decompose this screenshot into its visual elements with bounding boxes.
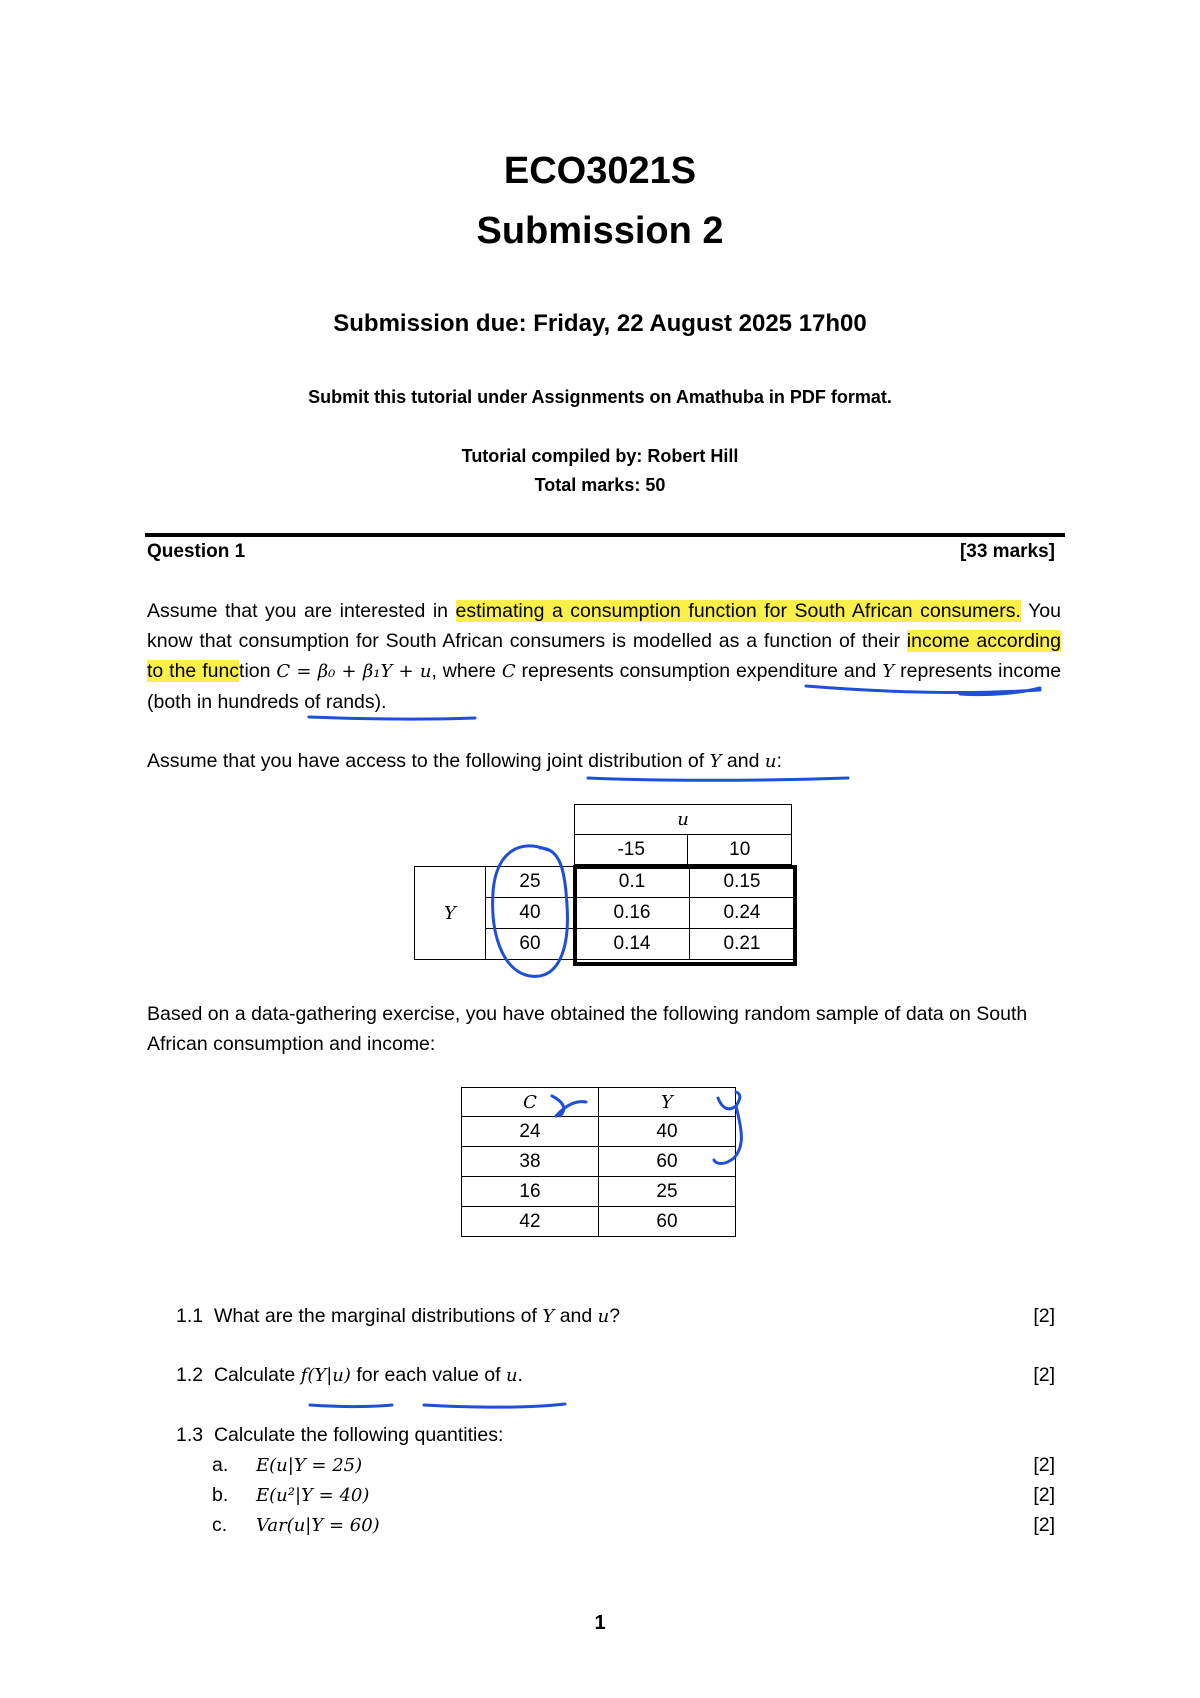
probability-block-border [573,865,797,966]
joint-distribution-intro: Assume that you have access to the following joint distribution of Y and u: [147,750,782,772]
question-1-intro: Assume that you are interested in estimating a consumption function for South African consumers. You know that consumption for South African consumers is modelled as a function of their income according to the function C = β₀ + β₁Y + u, where C represents consumption expenditure and Y represents income (both in hundreds of rands). [147,600,1062,713]
submission-instructions: Submit this tutorial under Assignments on Amathuba in PDF format. [308,387,892,407]
section-divider [145,533,1065,537]
marks-1-1: [2] [1033,1305,1055,1327]
sample-cell: 16 [462,1177,599,1207]
underline-joint-distribution [588,778,848,780]
subquestion-1-3-item: a. E(u|Y = 25) [212,1454,363,1476]
subquestion-1-3-item: b. E(u²|Y = 40) [212,1484,370,1506]
sample-cell: 24 [462,1117,599,1147]
compiled-by: Tutorial compiled by: Robert Hill [461,446,739,466]
prob-cell: 0.1 [575,867,690,898]
course-code: ECO3021S [503,150,697,192]
u-label: u [575,805,792,835]
prob-cell: 0.16 [575,898,690,929]
highlight-income-function: income according to the func [147,630,1061,682]
sample-cell: 60 [599,1207,736,1237]
subquestion-1-1: 1.1 What are the marginal distributions of Y and u? [176,1305,621,1327]
submission-title: Submission 2 [476,210,724,252]
due-label: Submission due: [333,310,527,337]
y-value: 25 [486,867,575,898]
underline-each-value [424,1404,565,1407]
marks-1-2: [2] [1033,1364,1055,1386]
marks-1-3-c: [2] [1033,1514,1055,1536]
u-value: 10 [688,835,792,865]
question-1-label: Question 1 [147,541,246,562]
prob-cell: 0.21 [690,929,795,960]
y-label: Y [415,867,486,960]
sample-data-table [461,1087,736,1237]
due-line [0,310,1200,338]
total-marks: Total marks: 50 [534,475,666,495]
prob-cell: 0.24 [690,898,795,929]
sample-cell: 42 [462,1207,599,1237]
sample-intro: Based on a data-gathering exercise, you have obtained the following random sample of data on South African consumption and income: [147,1003,1028,1055]
sample-cell: 38 [462,1147,599,1177]
due-date: Friday, 22 August 2025 17h00 [533,310,867,337]
sample-header: Y [599,1088,736,1117]
prob-cell: 0.15 [690,867,795,898]
marks-1-3-a: [2] [1033,1454,1055,1476]
sample-cell: 60 [599,1147,736,1177]
underline-y-represents [309,717,475,719]
sample-header: C [462,1088,599,1117]
subquestion-1-3-item: c. Var(u|Y = 60) [212,1514,380,1536]
consumption-equation: C = β₀ + β₁Y + u [276,661,432,682]
u-header-table [574,804,792,865]
u-value: -15 [575,835,688,865]
y-value: 60 [486,929,575,960]
subquestion-1-2: 1.2 Calculate f(Y|u) for each value of u. [176,1364,523,1386]
question-1-marks: [33 marks] [959,541,1055,562]
sample-cell: 40 [599,1117,736,1147]
highlight-consumption-function: estimating a consumption function for South African consumers. [455,600,1021,622]
y-value: 40 [486,898,575,929]
subquestion-1-3: 1.3 Calculate the following quantities: [176,1424,504,1446]
underline-f-y-u [310,1405,392,1407]
marks-1-3-b: [2] [1033,1484,1055,1506]
sample-cell: 25 [599,1177,736,1207]
prob-cell: 0.14 [575,929,690,960]
page-number: 1 [594,1612,606,1634]
